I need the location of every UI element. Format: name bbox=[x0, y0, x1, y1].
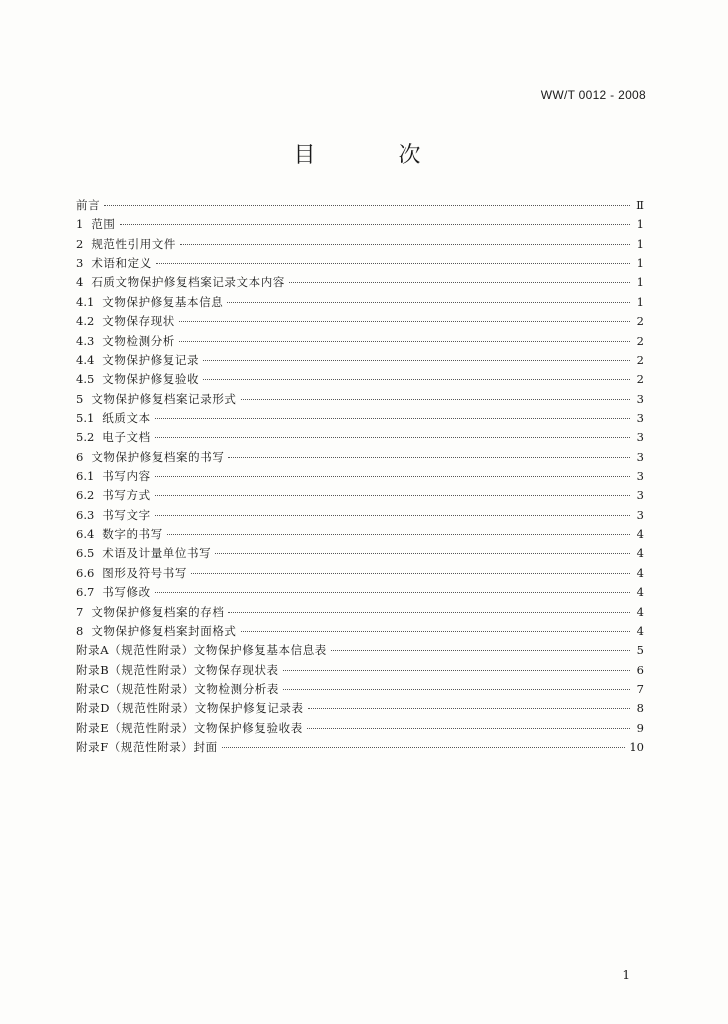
toc-entry-page: 6 bbox=[636, 662, 644, 677]
toc-entry-label: 前言 bbox=[76, 198, 101, 212]
toc-entry-page: 10 bbox=[629, 740, 644, 755]
toc-dot-leader bbox=[155, 476, 630, 477]
toc-dot-leader bbox=[179, 321, 630, 322]
toc-entry-page: 1 bbox=[636, 256, 644, 271]
toc-entry-label: 文物保护修复档案的存档 bbox=[91, 604, 225, 619]
toc-dot-leader bbox=[222, 747, 626, 748]
toc-entry[interactable] bbox=[76, 235, 644, 254]
toc-dot-leader bbox=[283, 689, 630, 690]
toc-entry[interactable] bbox=[76, 254, 644, 273]
toc-entry-label: 书写方式 bbox=[102, 488, 151, 503]
toc-entry-page: 8 bbox=[636, 701, 644, 716]
toc-entry-number: 4.3 bbox=[76, 333, 95, 348]
toc-entry-label: 文物保护修复档案封面格式 bbox=[91, 623, 237, 638]
toc-dot-leader bbox=[228, 612, 630, 613]
toc-entry-label: 术语及计量单位书写 bbox=[102, 546, 212, 561]
toc-entry-number: 6.2 bbox=[76, 488, 95, 503]
toc-dot-leader bbox=[228, 457, 630, 458]
toc-entry-page: Ⅱ bbox=[636, 198, 644, 212]
toc-entry-page: 4 bbox=[636, 565, 644, 580]
toc-entry-number: 2 bbox=[76, 236, 84, 251]
toc-entry[interactable] bbox=[76, 196, 644, 215]
toc-dot-leader bbox=[283, 670, 630, 671]
toc-entry-label: 石质文物保护修复档案记录文本内容 bbox=[91, 275, 285, 290]
page-title: 目 次 bbox=[293, 143, 459, 168]
toc-entry-page: 3 bbox=[636, 410, 644, 425]
toc-dot-leader bbox=[155, 515, 630, 516]
toc-entry-number: 4 bbox=[76, 275, 84, 290]
toc-entry-number: 6.5 bbox=[76, 546, 95, 561]
toc-entry-page: 1 bbox=[636, 275, 644, 290]
toc-entry-number: 4.2 bbox=[76, 314, 95, 329]
toc-entry-page: 7 bbox=[636, 681, 644, 696]
toc-entry[interactable] bbox=[76, 448, 644, 467]
toc-entry[interactable] bbox=[76, 603, 644, 622]
toc-entry-number: 5.2 bbox=[76, 430, 95, 445]
toc-entry-number: 4.5 bbox=[76, 372, 95, 387]
toc-entry-number: 6.6 bbox=[76, 565, 95, 580]
toc-dot-leader bbox=[104, 205, 630, 206]
toc-entry-label: 纸质文本 bbox=[102, 410, 151, 425]
toc-entry-number: 6 bbox=[76, 449, 84, 464]
toc-entry[interactable] bbox=[76, 293, 644, 312]
toc-dot-leader bbox=[227, 302, 630, 303]
toc-entry-number: 1 bbox=[76, 217, 84, 232]
toc-entry-label: 书写修改 bbox=[102, 585, 151, 600]
toc-dot-leader bbox=[203, 360, 630, 361]
toc-entry-label: 规范性引用文件 bbox=[91, 236, 177, 251]
toc-entry-page: 3 bbox=[636, 469, 644, 484]
toc-entry-page: 1 bbox=[636, 236, 644, 251]
toc-entry-label: 文物检测分析 bbox=[102, 333, 175, 348]
page-number: 1 bbox=[622, 968, 630, 982]
toc-dot-leader bbox=[167, 534, 630, 535]
toc-entry-label: 文物保护修复记录 bbox=[102, 352, 200, 367]
toc-entry-page: 3 bbox=[636, 430, 644, 445]
toc-entry[interactable] bbox=[76, 544, 644, 563]
toc-entry-label: 数字的书写 bbox=[102, 527, 163, 542]
toc-entry-label: 附录E（规范性附录）文物保护修复验收表 bbox=[76, 720, 303, 735]
toc-dot-leader bbox=[241, 399, 630, 400]
toc-entry-number: 6.4 bbox=[76, 527, 95, 542]
toc-dot-leader bbox=[155, 495, 630, 496]
toc-entry-label: 文物保护修复档案记录形式 bbox=[91, 391, 237, 406]
toc-entry-page: 4 bbox=[636, 623, 644, 638]
toc-dot-leader bbox=[120, 224, 630, 225]
toc-entry-page: 5 bbox=[636, 643, 644, 658]
toc-entry-number: 5.1 bbox=[76, 410, 95, 425]
toc-entry[interactable] bbox=[76, 390, 644, 409]
toc-entry[interactable] bbox=[76, 661, 644, 680]
table-of-contents bbox=[76, 196, 644, 757]
toc-entry-label: 附录A（规范性附录）文物保护修复基本信息表 bbox=[76, 643, 327, 658]
toc-entry[interactable] bbox=[76, 680, 644, 699]
toc-entry[interactable] bbox=[76, 312, 644, 331]
toc-entry-number: 8 bbox=[76, 623, 84, 638]
toc-dot-leader bbox=[203, 379, 630, 380]
toc-entry-label: 范围 bbox=[91, 217, 116, 232]
toc-entry-page: 2 bbox=[636, 352, 644, 367]
toc-entry-label: 文物保护修复档案的书写 bbox=[91, 449, 225, 464]
toc-entry[interactable] bbox=[76, 506, 644, 525]
toc-entry-label: 术语和定义 bbox=[91, 256, 152, 271]
toc-dot-leader bbox=[307, 728, 630, 729]
toc-dot-leader bbox=[308, 708, 630, 709]
toc-dot-leader bbox=[156, 263, 630, 264]
toc-entry-page: 1 bbox=[636, 294, 644, 309]
toc-entry[interactable] bbox=[76, 370, 644, 389]
toc-dot-leader bbox=[179, 341, 630, 342]
toc-entry-number: 6.1 bbox=[76, 469, 95, 484]
toc-entry[interactable] bbox=[76, 486, 644, 505]
toc-entry-number: 6.7 bbox=[76, 585, 95, 600]
toc-entry[interactable] bbox=[76, 564, 644, 583]
toc-entry[interactable] bbox=[76, 467, 644, 486]
toc-entry-page: 2 bbox=[636, 314, 644, 329]
toc-entry-label: 附录F（规范性附录）封面 bbox=[76, 740, 218, 755]
toc-entry-label: 附录B（规范性附录）文物保存现状表 bbox=[76, 662, 279, 677]
toc-dot-leader bbox=[180, 244, 630, 245]
toc-entry[interactable] bbox=[76, 719, 644, 738]
toc-entry[interactable] bbox=[76, 351, 644, 370]
toc-entry-page: 4 bbox=[636, 546, 644, 561]
toc-entry-page: 3 bbox=[636, 507, 644, 522]
toc-entry-number: 7 bbox=[76, 604, 84, 619]
toc-dot-leader bbox=[155, 418, 630, 419]
toc-entry-page: 3 bbox=[636, 488, 644, 503]
toc-entry-page: 3 bbox=[636, 449, 644, 464]
toc-dot-leader bbox=[191, 573, 630, 574]
toc-entry[interactable] bbox=[76, 641, 644, 660]
toc-entry-number: 6.3 bbox=[76, 507, 95, 522]
toc-entry-page: 4 bbox=[636, 604, 644, 619]
standard-code: WW/T 0012 - 2008 bbox=[540, 88, 646, 102]
toc-dot-leader bbox=[331, 650, 630, 651]
toc-entry-number: 4.4 bbox=[76, 352, 95, 367]
toc-entry[interactable] bbox=[76, 273, 644, 292]
toc-entry-number: 4.1 bbox=[76, 294, 95, 309]
toc-entry-page: 3 bbox=[636, 391, 644, 406]
toc-entry[interactable] bbox=[76, 428, 644, 447]
toc-entry[interactable] bbox=[76, 583, 644, 602]
toc-entry-number: 5 bbox=[76, 391, 84, 406]
toc-entry[interactable] bbox=[76, 738, 644, 757]
toc-entry-page: 9 bbox=[636, 720, 644, 735]
toc-entry[interactable] bbox=[76, 622, 644, 641]
toc-entry-page: 1 bbox=[636, 217, 644, 232]
toc-entry[interactable] bbox=[76, 409, 644, 428]
toc-entry[interactable] bbox=[76, 215, 644, 234]
toc-entry-label: 电子文档 bbox=[102, 430, 151, 445]
toc-entry[interactable] bbox=[76, 332, 644, 351]
toc-dot-leader bbox=[155, 592, 630, 593]
toc-entry-label: 附录C（规范性附录）文物检测分析表 bbox=[76, 681, 279, 696]
toc-entry-page: 2 bbox=[636, 372, 644, 387]
toc-entry-label: 图形及符号书写 bbox=[102, 565, 187, 580]
toc-entry-number: 3 bbox=[76, 256, 84, 271]
toc-entry-label: 文物保护修复验收 bbox=[102, 372, 200, 387]
toc-dot-leader bbox=[289, 282, 630, 283]
toc-dot-leader bbox=[241, 631, 630, 632]
toc-entry-label: 书写内容 bbox=[102, 469, 151, 484]
toc-entry-label: 附录D（规范性附录）文物保护修复记录表 bbox=[76, 701, 304, 716]
toc-entry[interactable] bbox=[76, 525, 644, 544]
toc-dot-leader bbox=[155, 437, 630, 438]
toc-entry-page: 4 bbox=[636, 527, 644, 542]
toc-entry-page: 4 bbox=[636, 585, 644, 600]
toc-dot-leader bbox=[215, 553, 630, 554]
toc-entry[interactable] bbox=[76, 699, 644, 718]
toc-entry-label: 文物保存现状 bbox=[102, 314, 175, 329]
toc-entry-label: 文物保护修复基本信息 bbox=[102, 294, 224, 309]
toc-entry-label: 书写文字 bbox=[102, 507, 151, 522]
toc-entry-page: 2 bbox=[636, 333, 644, 348]
